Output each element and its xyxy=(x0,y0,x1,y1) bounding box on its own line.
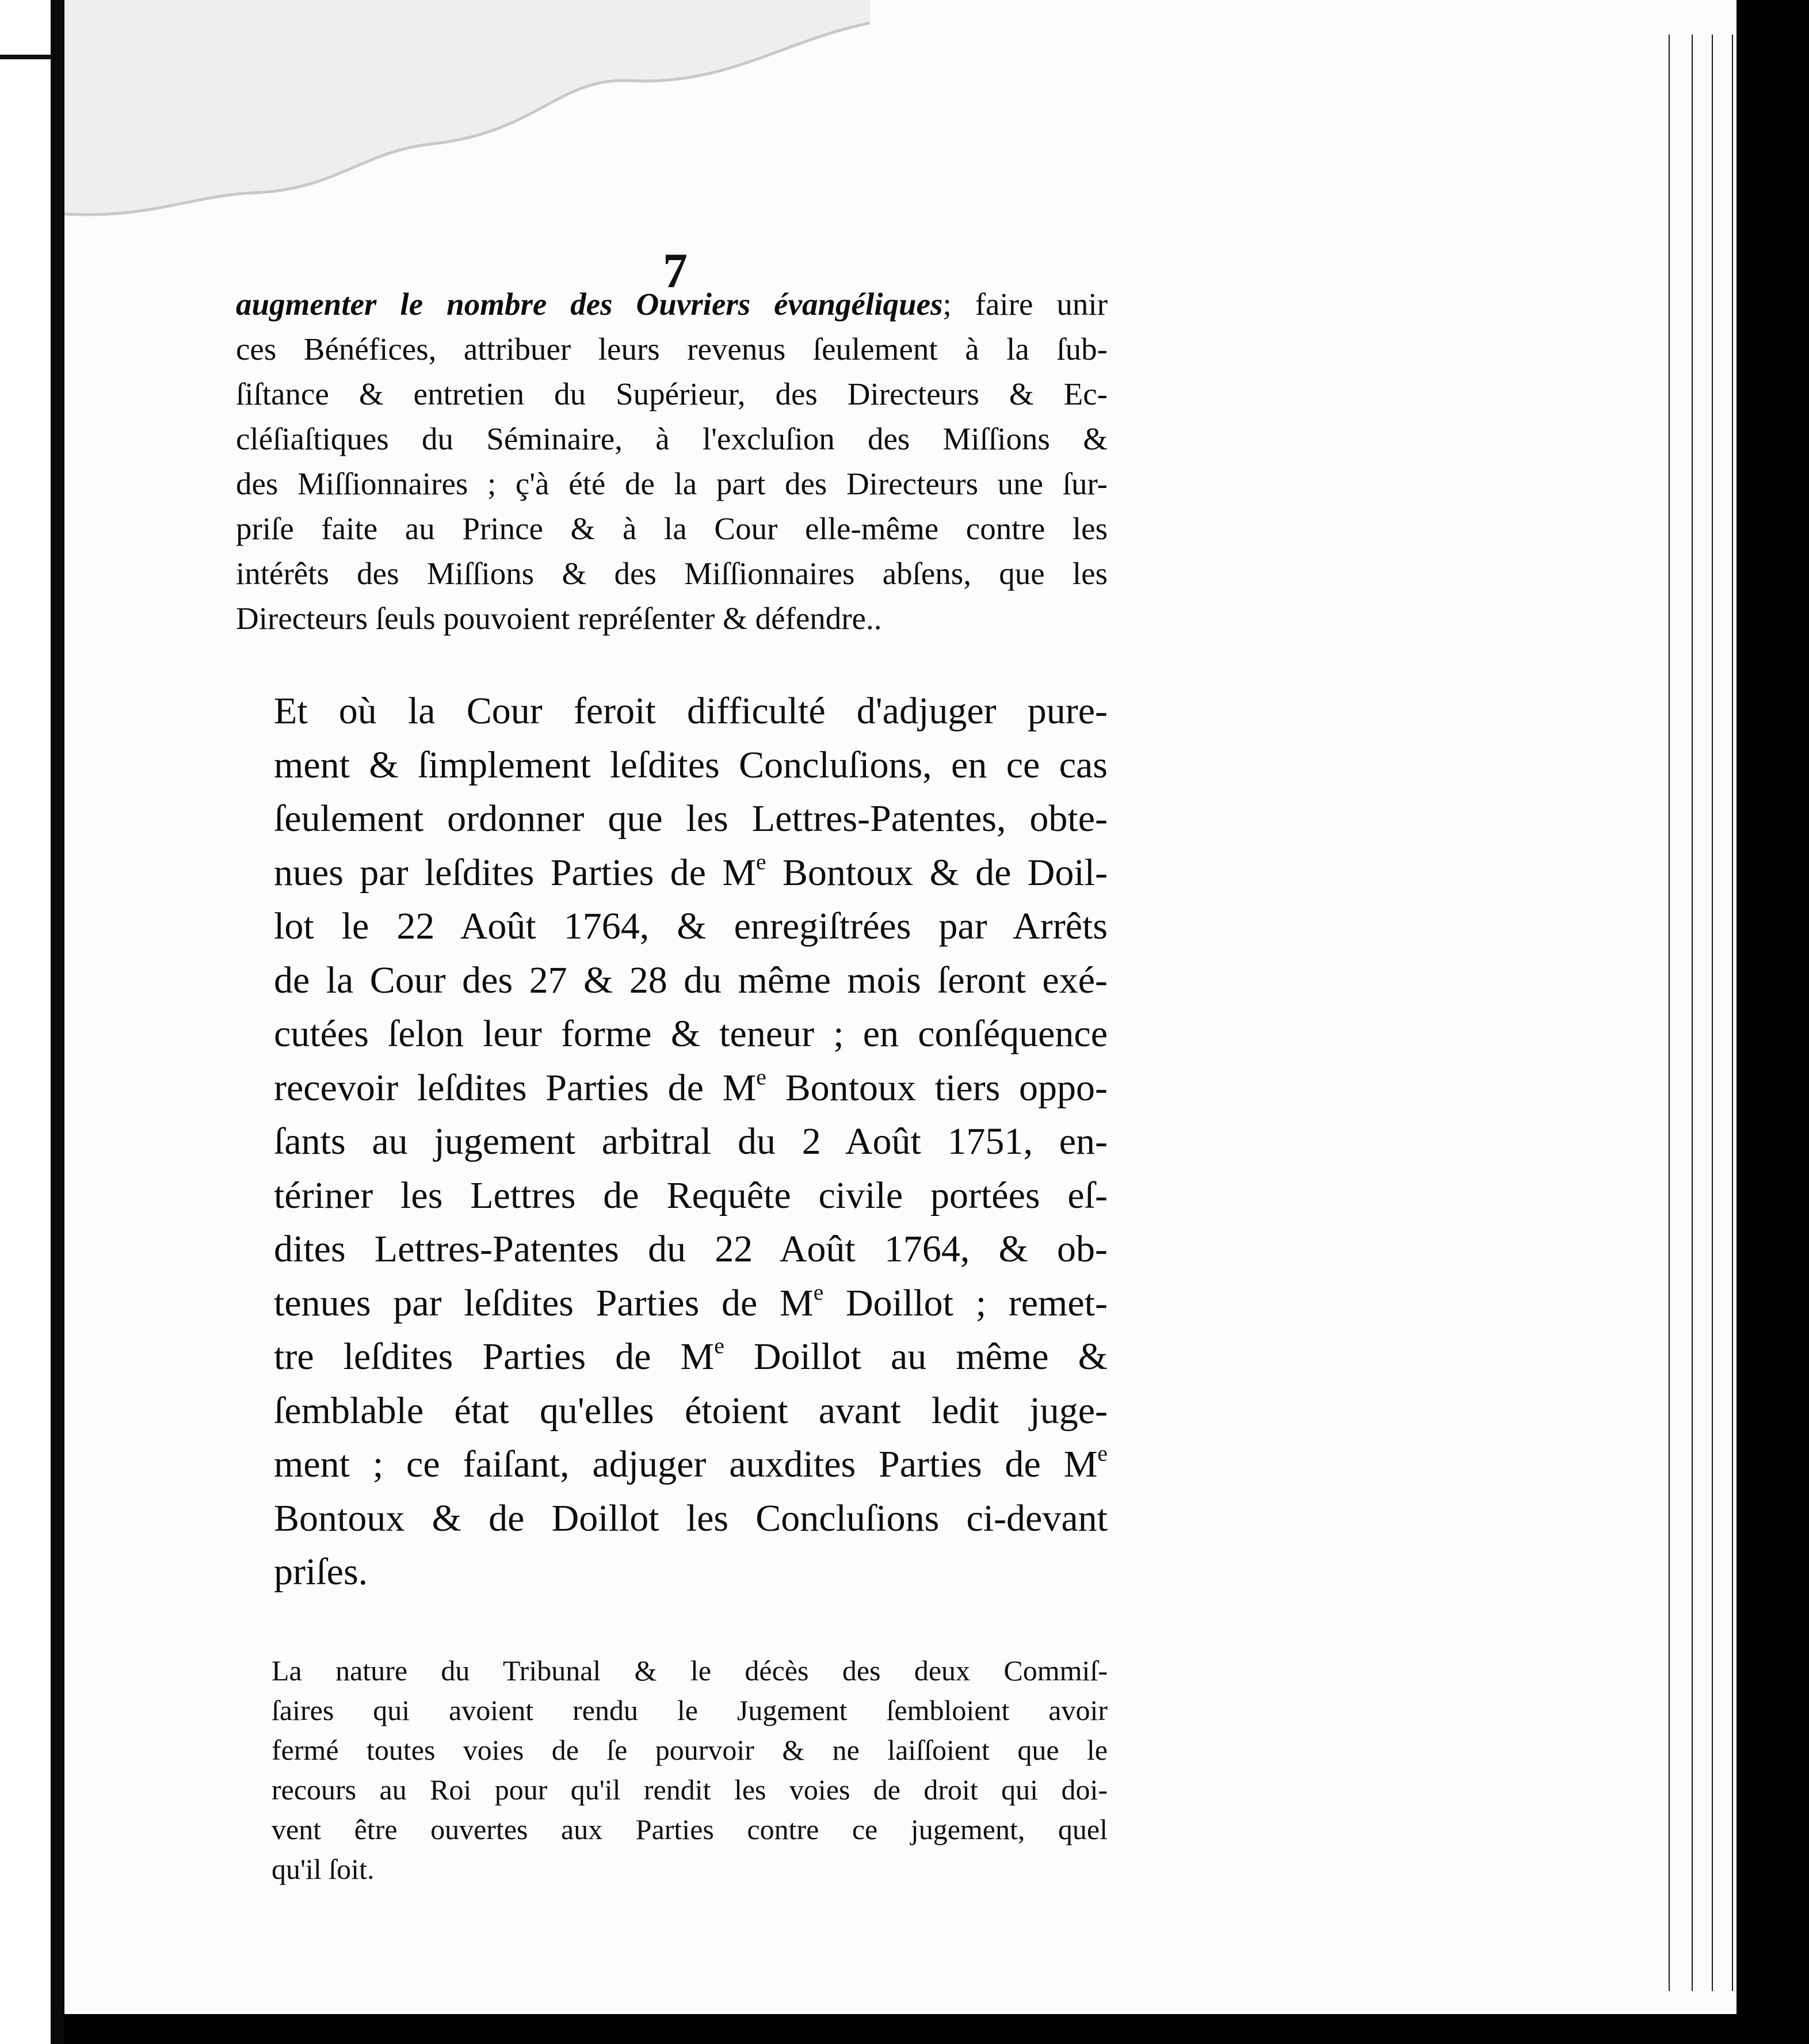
text-line: dites Lettres-Patentes du 22 Août 1764, & ob- xyxy=(274,1228,1108,1270)
page-edge-line xyxy=(1712,35,1713,1991)
text-run: Doillot ; remet- xyxy=(823,1282,1108,1324)
text-line: recours au Roi pour qu'il rendit les voies de droit qui doi- xyxy=(272,1773,1108,1806)
text-line: ſeulement ordonner que les Lettres-Patentes, obte- xyxy=(274,798,1108,840)
text-line: ſants au jugement arbitral du 2 Août 1751, en- xyxy=(274,1120,1108,1162)
document-page xyxy=(64,0,1737,2014)
text-run: tre leſdites Parties de M xyxy=(274,1336,715,1378)
text-line xyxy=(236,1330,1108,1384)
text-run: Bontoux & de Doil- xyxy=(766,851,1108,894)
text-line: ces Bénéfices, attribuer leurs revenus ſeulement à la ſub- xyxy=(236,331,1108,367)
text-line: ſiſtance & entretien du Supérieur, des Directeurs & Ec- xyxy=(236,376,1108,411)
text-line: qu'il ſoit. xyxy=(272,1852,375,1885)
superscript: e xyxy=(756,1063,766,1089)
text-line xyxy=(236,846,1108,900)
text-line: priſes. xyxy=(274,1551,368,1593)
text-run: Bontoux tiers oppo- xyxy=(766,1066,1108,1109)
text-run: ; faire unir xyxy=(942,287,1108,322)
text-line: fermé toutes voies de ſe pourvoir & ne laiſſoient que le xyxy=(272,1733,1108,1766)
text-line: intérêts des Miſſions & des Miſſionnaires abſens, que les xyxy=(236,556,1108,591)
text-run: recevoir leſdites Parties de M xyxy=(274,1066,757,1109)
water-stain xyxy=(64,0,870,219)
paragraph-main xyxy=(236,684,1108,1599)
text-line xyxy=(236,1276,1108,1330)
text-line: des Miſſionnaires ; ç'à été de la part des Directeurs une ſur- xyxy=(236,466,1108,501)
text-line: ſemblable état qu'elles étoient avant ledit juge- xyxy=(274,1389,1108,1432)
text-line: Directeurs ſeuls pouvoient repréſenter & défendre.. xyxy=(236,601,882,636)
page-edge-line xyxy=(1692,35,1693,1991)
superscript: e xyxy=(755,848,766,874)
stacked-page-edges xyxy=(1657,35,1795,1991)
paragraph-top xyxy=(236,282,1108,641)
page-edge-line xyxy=(1669,35,1670,1991)
text-line: cutées ſelon leur forme & teneur ; en conſéquence xyxy=(274,1013,1108,1055)
text-line xyxy=(236,1061,1108,1115)
text-block xyxy=(236,247,1108,1889)
text-run: nues par leſdites Parties de M xyxy=(274,851,756,894)
text-line: de la Cour des 27 & 28 du même mois ſeront exé- xyxy=(274,959,1108,1001)
text-line xyxy=(236,282,1108,327)
page-number: 7 xyxy=(663,243,688,298)
text-run: ment ; ce faiſant, adjuger auxdites Parties de M xyxy=(274,1443,1098,1485)
text-run: Doillot au même & xyxy=(724,1336,1108,1378)
previous-page-edge xyxy=(0,0,51,2044)
text-run: tenues par leſdites Parties de M xyxy=(274,1282,814,1324)
superscript: e xyxy=(813,1279,824,1305)
text-line: Et où la Cour feroit difficulté d'adjuger pure- xyxy=(274,690,1108,732)
text-line: La nature du Tribunal & le décès des deux Commiſ- xyxy=(272,1654,1108,1687)
text-line: ment & ſimplement leſdites Concluſions, en ce cas xyxy=(274,743,1108,786)
text-line: priſe faite au Prince & à la Cour elle-même contre les xyxy=(236,511,1108,546)
page-edge-line xyxy=(1732,35,1733,1991)
text-line: vent être ouvertes aux Parties contre ce jugement, quel xyxy=(272,1813,1108,1845)
superscript: e xyxy=(1097,1440,1108,1466)
text-line xyxy=(236,1437,1108,1492)
text-line: Bontoux & de Doillot les Concluſions ci-devant xyxy=(274,1497,1108,1539)
text-line: tériner les Lettres de Requête civile portées eſ- xyxy=(274,1174,1108,1217)
text-line: cléſiaſtiques du Séminaire, à l'excluſion des Miſſions & xyxy=(236,421,1108,456)
text-line: ſaires qui avoient rendu le Jugement ſembloient avoir xyxy=(272,1694,1108,1726)
book-gutter xyxy=(51,0,64,2044)
text-line: lot le 22 Août 1764, & enregiſtrées par Arrêts xyxy=(274,905,1108,947)
paragraph-note xyxy=(236,1651,1108,1889)
superscript: e xyxy=(714,1333,724,1359)
italic-lead: augmenter le nombre des Ouvriers évangéliques xyxy=(236,287,943,322)
